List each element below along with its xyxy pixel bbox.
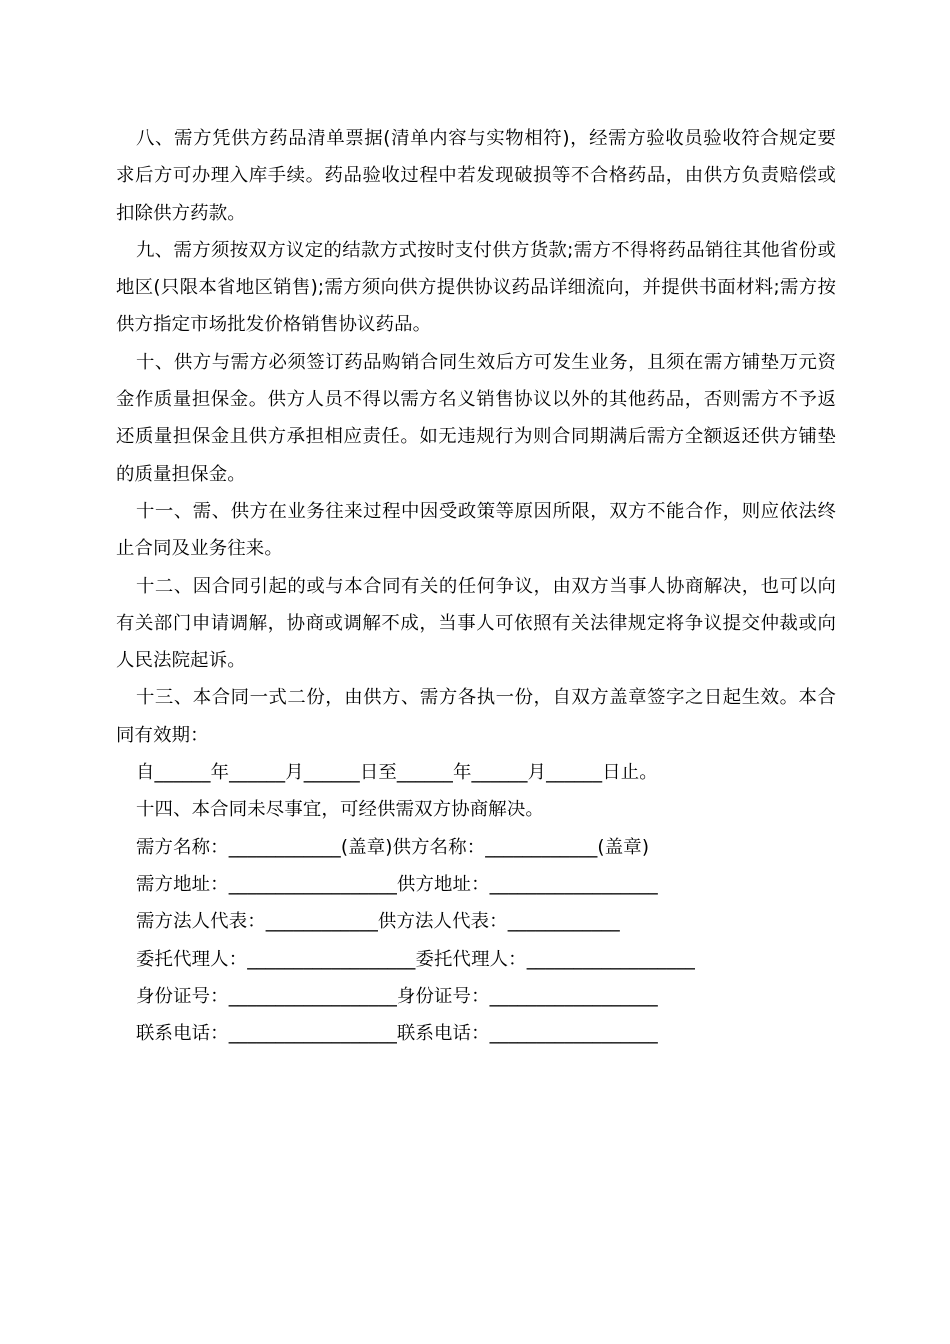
party-names-line: 需方名称：____________(盖章)供方名称：____________(盖章)	[136, 836, 650, 858]
authorized-agents-line: 委托代理人：__________________委托代理人：__________________	[136, 948, 695, 970]
clause-8: 八、需方凭供方药品清单票据(清单内容与实物相符)，经需方验收员验收符合规定要求后方可办理入库手续。药品验收过程中若发现破损等不合格药品，由供方负责赔偿或扣除供方药款。	[116, 128, 836, 224]
clause-10: 十、供方与需方必须签订药品购销合同生效后方可发生业务，且须在需方铺垫万元资金作质量担保金。供方人员不得以需方名义销售协议以外的其他药品，否则需方不予返还质量担保金且供方承担相应责任。如无违规行为则合同期满后需方全额返还供方铺垫的质量担保金。	[116, 351, 836, 485]
contract-body	[116, 120, 836, 1052]
id-numbers-line: 身份证号：__________________身份证号：__________________	[136, 985, 658, 1007]
party-addresses-line: 需方地址：__________________供方地址：__________________	[136, 873, 658, 895]
clause-12: 十二、因合同引起的或与本合同有关的任何争议，由双方当事人协商解决，也可以向有关部门申请调解，协商或调解不成，当事人可依照有关法律规定将争议提交仲裁或向人民法院起诉。	[116, 575, 836, 672]
clause-13: 十三、本合同一式二份，由供方、需方各执一份，自双方盖章签字之日起生效。本合同有效期：	[116, 687, 836, 746]
validity-period-line: 自______年______月______日至______年______月______日止。	[136, 762, 658, 784]
contact-phones-line: 联系电话：__________________联系电话：__________________	[136, 1023, 658, 1045]
clause-11: 十一、需、供方在业务往来过程中因受政策等原因所限，双方不能合作，则应依法终止合同及业务往来。	[116, 500, 836, 560]
legal-representatives-line: 需方法人代表：____________供方法人代表：____________	[136, 911, 620, 933]
clause-14: 十四、本合同未尽事宜，可经供需双方协商解决。	[136, 799, 544, 821]
clause-9: 九、需方须按双方议定的结款方式按时支付供方货款;需方不得将药品销往其他省份或地区(只限本省地区销售);需方须向供方提供协议药品详细流向，并提供书面材料;需方按供方指定市场批发价格销售协议药品。	[116, 239, 836, 336]
